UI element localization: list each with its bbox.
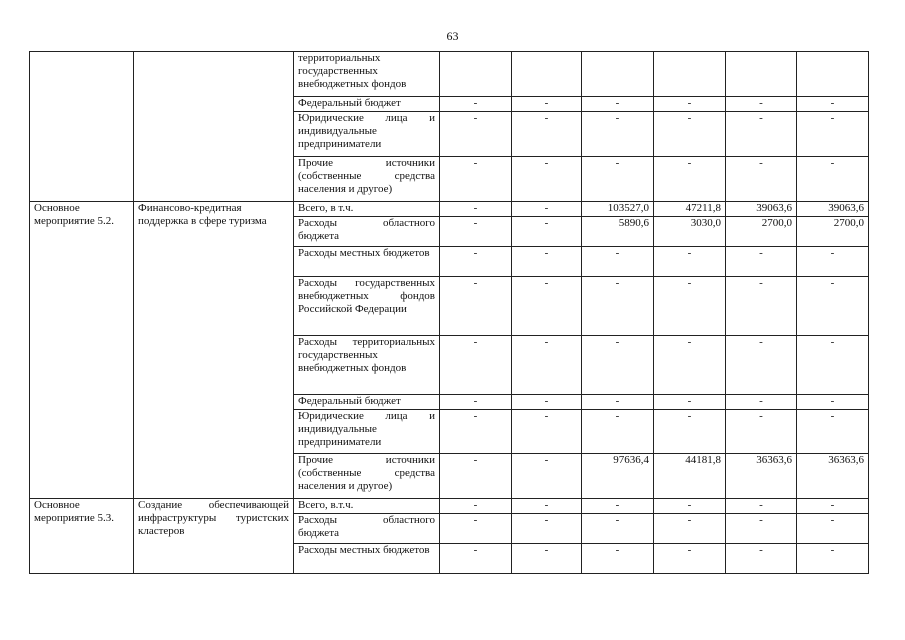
amount-cell: 3030,0 (654, 217, 726, 247)
page-number: 63 (446, 29, 459, 43)
amount-cell: - (726, 514, 797, 544)
amount-cell: - (654, 247, 726, 277)
amount-cell: - (512, 410, 582, 454)
amount-cell: - (654, 336, 726, 395)
amount-cell: - (582, 499, 654, 514)
amount-cell: - (512, 454, 582, 499)
amount-cell: - (582, 544, 654, 574)
amount-cell: - (797, 157, 869, 202)
amount-cell (797, 52, 869, 97)
description-cell (134, 52, 294, 202)
amount-cell: - (440, 499, 512, 514)
funding-source-cell: Прочие источники (собственные средства населения и другое) (294, 454, 440, 499)
table-row (30, 52, 869, 97)
amount-cell: - (582, 514, 654, 544)
amount-cell: - (797, 410, 869, 454)
amount-cell: 39063,6 (797, 202, 869, 217)
amount-cell: 5890,6 (582, 217, 654, 247)
funding-source-cell: Федеральный бюджет (294, 395, 440, 410)
amount-cell: - (582, 277, 654, 336)
amount-cell: - (440, 395, 512, 410)
activity-cell (30, 52, 134, 202)
budget-table (29, 51, 869, 574)
amount-cell: - (726, 544, 797, 574)
amount-cell: - (512, 217, 582, 247)
funding-source-cell: Прочие источники (собственные средства населения и другое) (294, 157, 440, 202)
amount-cell: - (512, 514, 582, 544)
amount-cell: 36363,6 (726, 454, 797, 499)
amount-cell: - (797, 277, 869, 336)
amount-cell: - (512, 336, 582, 395)
amount-cell: - (654, 277, 726, 336)
amount-cell: - (512, 499, 582, 514)
amount-cell: - (726, 410, 797, 454)
amount-cell: 36363,6 (797, 454, 869, 499)
amount-cell: - (797, 97, 869, 112)
amount-cell: 97636,4 (582, 454, 654, 499)
amount-cell: - (582, 97, 654, 112)
amount-cell: 2700,0 (726, 217, 797, 247)
amount-cell: - (440, 514, 512, 544)
amount-cell: - (726, 277, 797, 336)
funding-source-cell: Расходы областного бюджета (294, 217, 440, 247)
funding-source-cell: Расходы государственных внебюджетных фондов Российской Федерации (294, 277, 440, 336)
amount-cell: - (582, 410, 654, 454)
amount-cell: - (440, 97, 512, 112)
amount-cell: - (440, 202, 512, 217)
amount-cell: - (654, 410, 726, 454)
funding-source-cell: территориальных государственных внебюджетных фондов (294, 52, 440, 97)
amount-cell: - (797, 499, 869, 514)
funding-source-cell: Юридические лица и индивидуальные предприниматели (294, 410, 440, 454)
funding-source-cell: Федеральный бюджет (294, 97, 440, 112)
amount-cell: - (582, 112, 654, 157)
amount-cell: - (440, 247, 512, 277)
amount-cell: 39063,6 (726, 202, 797, 217)
amount-cell: - (582, 336, 654, 395)
amount-cell: - (726, 97, 797, 112)
amount-cell: - (512, 97, 582, 112)
amount-cell: - (726, 499, 797, 514)
amount-cell: - (726, 247, 797, 277)
activity-cell: Основное мероприятие 5.3. (30, 499, 134, 574)
table-row (30, 499, 869, 514)
description-cell: Финансово-кредитная поддержка в сфере туризма (134, 202, 294, 499)
amount-cell: 103527,0 (582, 202, 654, 217)
description-cell: Создание обеспечивающей инфраструктуры туристских кластеров (134, 499, 294, 574)
amount-cell: - (726, 157, 797, 202)
funding-source-cell: Юридические лица и индивидуальные предприниматели (294, 112, 440, 157)
funding-source-cell: Всего, в.т.ч. (294, 499, 440, 514)
amount-cell: - (440, 217, 512, 247)
amount-cell: - (654, 499, 726, 514)
amount-cell: - (512, 247, 582, 277)
amount-cell: - (654, 395, 726, 410)
amount-cell: - (440, 157, 512, 202)
amount-cell: - (797, 544, 869, 574)
amount-cell: - (654, 544, 726, 574)
amount-cell: - (726, 395, 797, 410)
funding-source-cell: Расходы областного бюджета (294, 514, 440, 544)
amount-cell (440, 52, 512, 97)
amount-cell: - (654, 514, 726, 544)
amount-cell (512, 52, 582, 97)
amount-cell: - (797, 112, 869, 157)
funding-source-cell: Всего, в т.ч. (294, 202, 440, 217)
amount-cell: 44181,8 (654, 454, 726, 499)
amount-cell: - (654, 97, 726, 112)
amount-cell: 2700,0 (797, 217, 869, 247)
amount-cell: - (654, 157, 726, 202)
amount-cell: 47211,8 (654, 202, 726, 217)
amount-cell: - (440, 277, 512, 336)
amount-cell: - (797, 336, 869, 395)
funding-source-cell: Расходы местных бюджетов (294, 544, 440, 574)
funding-source-cell: Расходы местных бюджетов (294, 247, 440, 277)
amount-cell: - (512, 157, 582, 202)
amount-cell: - (512, 277, 582, 336)
amount-cell (654, 52, 726, 97)
amount-cell: - (797, 514, 869, 544)
amount-cell: - (797, 247, 869, 277)
amount-cell: - (512, 202, 582, 217)
amount-cell: - (582, 395, 654, 410)
amount-cell: - (440, 336, 512, 395)
amount-cell: - (726, 112, 797, 157)
amount-cell: - (582, 247, 654, 277)
amount-cell (726, 52, 797, 97)
amount-cell: - (726, 336, 797, 395)
amount-cell: - (582, 157, 654, 202)
amount-cell: - (512, 112, 582, 157)
amount-cell: - (797, 395, 869, 410)
amount-cell (582, 52, 654, 97)
amount-cell: - (512, 544, 582, 574)
amount-cell: - (654, 112, 726, 157)
amount-cell: - (440, 544, 512, 574)
amount-cell: - (440, 112, 512, 157)
amount-cell: - (440, 454, 512, 499)
activity-cell: Основное мероприятие 5.2. (30, 202, 134, 499)
amount-cell: - (512, 395, 582, 410)
table-row (30, 202, 869, 217)
amount-cell: - (440, 410, 512, 454)
funding-source-cell: Расходы территориальных государственных внебюджетных фондов (294, 336, 440, 395)
